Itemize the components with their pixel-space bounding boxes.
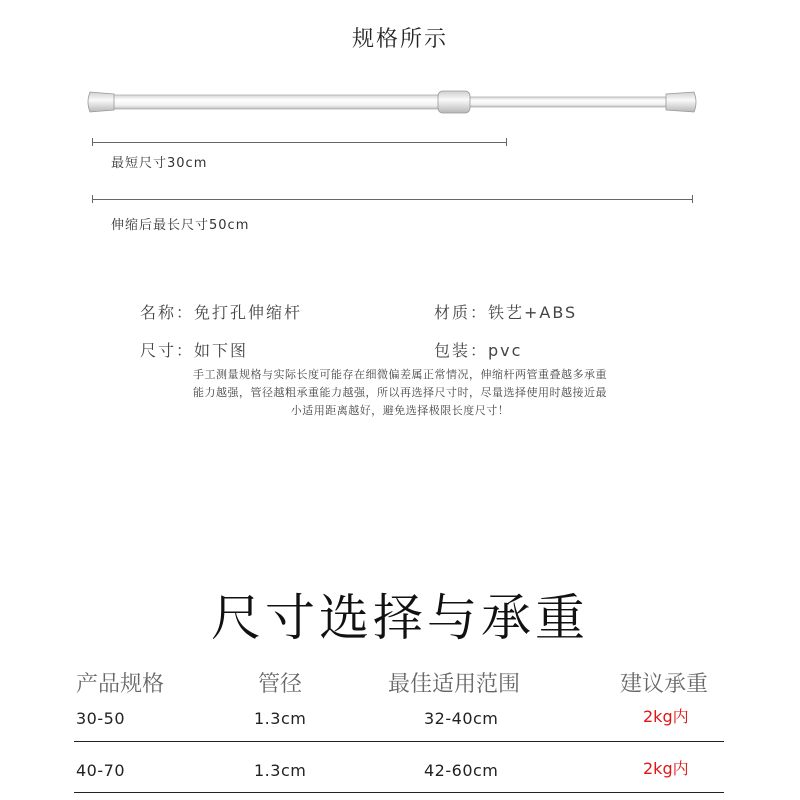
- note-line: 手工测量规格与实际长度可能存在细微偏差属正常情况，伸缩杆两管重叠越多承重: [193, 368, 607, 381]
- dimension-tick: [506, 138, 507, 146]
- max-length-label: 伸缩后最长尺寸50cm: [111, 218, 250, 233]
- row1-diameter: 1.3cm: [254, 709, 307, 728]
- row2-load: 2kg内: [643, 759, 689, 778]
- row1-spec: 30-50: [76, 709, 125, 728]
- dimension-tick: [92, 195, 93, 203]
- row1-range: 32-40cm: [424, 709, 499, 728]
- row2-diameter: 1.3cm: [254, 761, 307, 780]
- row2-range: 42-60cm: [424, 761, 499, 780]
- tension-rod-image: [84, 88, 700, 116]
- product-package: 包装：pvc: [434, 341, 523, 360]
- max-length-dimension-line: [92, 199, 692, 200]
- note-line: 能力越强，管径越粗承重能力越强，所以再选择尺寸时，尽量选择使用时越接近最: [193, 386, 607, 399]
- table-row-divider: [74, 792, 724, 793]
- dimension-tick: [692, 195, 693, 203]
- row1-load: 2kg内: [643, 707, 689, 726]
- note-line: 小适用距离越好，避免选择极限长度尺寸！: [290, 404, 510, 417]
- min-length-dimension-line: [92, 142, 506, 143]
- product-size: 尺寸：如下图: [140, 341, 249, 360]
- header-diameter: 管径: [258, 672, 303, 697]
- header-spec: 产品规格: [76, 672, 165, 697]
- product-material: 材质：铁艺+ABS: [434, 303, 578, 322]
- product-name: 名称：免打孔伸缩杆: [140, 303, 303, 322]
- header-load: 建议承重: [620, 672, 709, 697]
- table-row-divider: [74, 741, 724, 742]
- measurement-note: [120, 366, 680, 420]
- spec-title: 规格所示: [351, 27, 448, 52]
- section-title: 尺寸选择与承重: [211, 589, 589, 647]
- dimension-tick: [92, 138, 93, 146]
- row2-spec: 40-70: [76, 761, 125, 780]
- min-length-label: 最短尺寸30cm: [111, 156, 208, 171]
- header-range: 最佳适用范围: [388, 672, 521, 697]
